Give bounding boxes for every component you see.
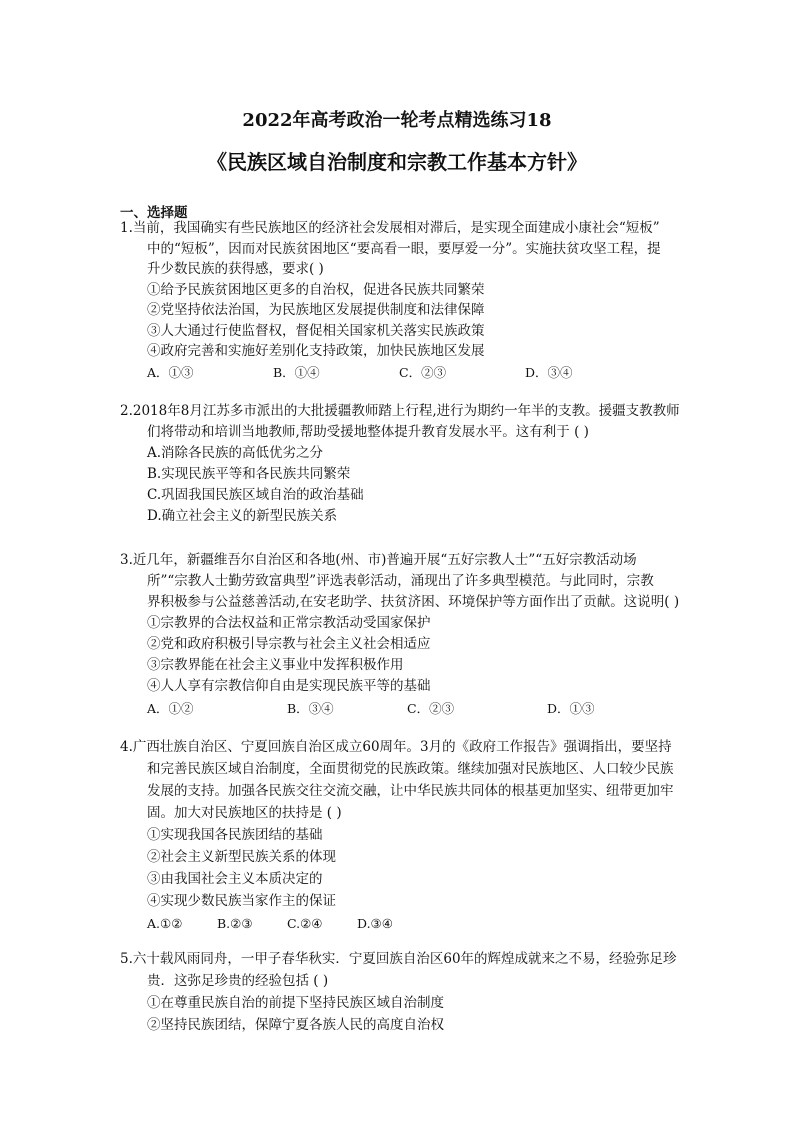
question-stem-line: 升少数民族的获得感，要求( ) bbox=[147, 261, 324, 277]
statement-item: ①实现我国各民族团结的基础 bbox=[147, 827, 323, 843]
statement-item: B.实现民族平等和各民族共同繁荣 bbox=[147, 466, 351, 482]
statement-item: ②党坚持依法治国，为民族地区发展提供制度和法律保障 bbox=[147, 302, 485, 318]
option-a: A．①② bbox=[147, 701, 194, 716]
statement-item: A.消除各民族的高低优劣之分 bbox=[147, 445, 324, 461]
answer-options bbox=[120, 363, 700, 384]
question-stem-line: 贵．这弥足珍贵的经验包括 ( ) bbox=[147, 973, 329, 989]
statement-item: ③宗教界能在社会主义事业中发挥积极作用 bbox=[147, 657, 404, 673]
statement-item: D.确立社会主义的新型民族关系 bbox=[147, 508, 338, 524]
statement-item: ②坚持民族团结，保障宁夏各族人民的高度自治权 bbox=[147, 1017, 444, 1033]
statement-item: ③由我国社会主义本质决定的 bbox=[147, 871, 323, 887]
document-title: 2022年高考政治一轮考点精选练习18 bbox=[242, 110, 552, 131]
question-stem-line: 发展的支持。加强各民族交往交流交融，让中华民族共同体的根基更加坚实、纽带更加牢 bbox=[147, 783, 674, 799]
option-d: D．③④ bbox=[525, 364, 573, 380]
option-a: A.①② bbox=[147, 916, 183, 931]
question-1 bbox=[120, 218, 700, 383]
statement-item: ③人大通过行使监督权，督促相关国家机关落实民族政策 bbox=[147, 322, 485, 339]
option-a: A．①③ bbox=[147, 364, 194, 380]
question-stem-line: 固。加大对民族地区的扶持是 ( ) bbox=[147, 805, 342, 821]
question-stem-line: 所”“宗教人士勤劳致富典型”评选表彰活动，涌现出了许多典型模范。与此同时，宗教 bbox=[147, 573, 654, 589]
question-stem-line: 们将带动和培训当地教师,帮助受援地整体提升教育发展水平。这有利于 ( ) bbox=[147, 424, 589, 440]
document-subtitle: 《民族区域自治制度和宗教工作基本方针》 bbox=[207, 150, 587, 174]
question-stem-line: 4.广西壮族自治区、宁夏回族自治区成立60周年。3月的《政府工作报告》强调指出，要坚持 bbox=[120, 739, 672, 755]
option-c: C．②③ bbox=[407, 701, 455, 716]
question-3 bbox=[120, 550, 700, 719]
question-stem-line: 中的“短板”，因而对民族贫困地区“要高看一眼，要厚爱一分”。实施扶贫攻坚工程，提 bbox=[147, 240, 661, 257]
option-d: D.③④ bbox=[357, 916, 393, 931]
option-c: C.②④ bbox=[287, 916, 323, 931]
statement-item: ④实现少数民族当家作主的保证 bbox=[147, 893, 336, 909]
option-b: B.②③ bbox=[217, 916, 253, 931]
question-stem-line: 2.2018年8月江苏多市派出的大批援疆教师踏上行程,进行为期约一年半的支教。援疆支教教师 bbox=[120, 403, 680, 419]
statement-item: ②社会主义新型民族关系的体现 bbox=[147, 849, 336, 865]
option-b: B．③④ bbox=[287, 701, 334, 716]
answer-options bbox=[120, 698, 700, 719]
statement-item: ④人人享有宗教信仰自由是实现民族平等的基础 bbox=[147, 678, 431, 694]
statement-item: ①宗教界的合法权益和正常宗教活动受国家保护 bbox=[147, 615, 431, 631]
question-stem-line: 和完善民族区域自治制度，全面贯彻党的民族政策。继续加强对民族地区、人口较少民族 bbox=[147, 761, 674, 777]
question-stem-line: 界积极参与公益慈善活动,在安老助学、扶贫济困、环境保护等方面作出了贡献。这说明( ) bbox=[147, 594, 680, 610]
option-b: B．①④ bbox=[273, 364, 320, 380]
question-stem-line: 3.近几年，新疆维吾尔自治区和各地(州、市)普遍开展“五好宗教人士”“五好宗教活动场 bbox=[120, 552, 637, 568]
question-stem-line: 5.六十载风雨同舟，一甲子春华秋实．宁夏回族自治区60年的辉煌成就来之不易，经验弥足珍 bbox=[120, 951, 677, 967]
option-c: C．②③ bbox=[399, 364, 447, 380]
answer-options bbox=[120, 913, 700, 935]
statement-item: ①给予民族贫困地区更多的自治权，促进各民族共同繁荣 bbox=[147, 281, 485, 298]
option-d: D．①③ bbox=[547, 701, 595, 716]
statement-item: ①在尊重民族自治的前提下坚持民族区域自治制度 bbox=[147, 995, 444, 1011]
statement-item: ④政府完善和实施好差别化支持政策，加快民族地区发展 bbox=[147, 343, 485, 359]
question-stem-line: 1.当前，我国确实有些民族地区的经济社会发展相对滞后，是实现全面建成小康社会“短板” bbox=[120, 220, 660, 236]
question-4 bbox=[120, 736, 700, 935]
statement-item: C.巩固我国民族区域自治的政治基础 bbox=[147, 487, 364, 503]
statement-item: ②党和政府积极引导宗教与社会主义社会相适应 bbox=[147, 636, 431, 652]
question-2 bbox=[120, 401, 700, 527]
question-5 bbox=[120, 948, 700, 1036]
section-heading: 一、选择题 bbox=[120, 205, 188, 221]
